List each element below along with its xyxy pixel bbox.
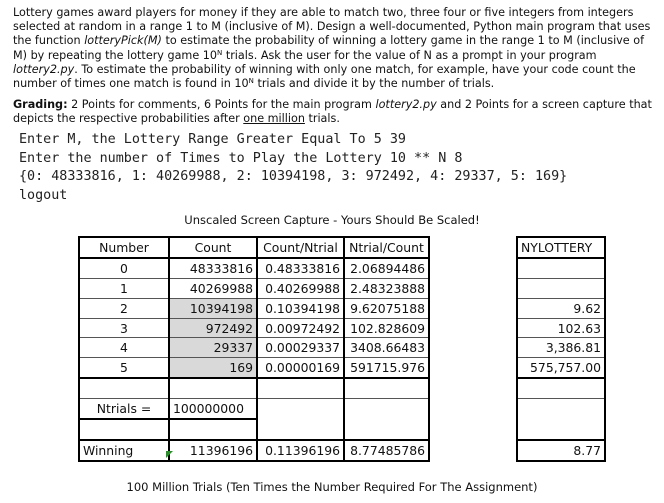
row-empty <box>429 358 517 378</box>
caption-top: Unscaled Screen Capture - Yours Should Be Scaled! <box>184 213 480 227</box>
row-nylottery: 575,757.00 <box>517 358 605 378</box>
table-row <box>79 338 605 358</box>
console-line-prompt-m: Enter M, the Lottery Range Greater Equal To 5 39 <box>19 132 406 147</box>
row-nylottery <box>517 258 605 278</box>
row-empty <box>429 338 517 358</box>
row-nylottery: 3,386.81 <box>517 338 605 358</box>
row-count-ntrial: 0.40269988 <box>257 278 344 298</box>
ntrials-row <box>79 399 605 419</box>
row-count-ntrial: 0.00000169 <box>257 358 344 378</box>
table-row <box>79 318 605 338</box>
grading-label: Grading: <box>13 98 68 111</box>
console-output <box>19 131 567 205</box>
description-text-3: trials. Ask the user for the value of N as a prompt in your program <box>222 48 597 62</box>
row-number: 2 <box>79 298 169 318</box>
grading-text-2: and 2 Points for a screen capture that depicts the respective probabilities after <box>13 98 652 126</box>
row-nylottery: 9.62 <box>517 298 605 318</box>
row-count-ntrial: 0.00972492 <box>257 318 344 338</box>
table-row <box>79 258 605 278</box>
row-count: 10394198 <box>169 298 257 318</box>
grading-program-name: lottery2.py <box>375 98 437 111</box>
description-text-1: Lottery games award players for money if they are able to match two, three four or five integers from integers selected at random in a range 1 to M (inclusive of M). Design a well-documented, Python main program that uses the function <box>13 6 651 48</box>
row-count-ntrial: 0.00029337 <box>257 338 344 358</box>
header-nylottery: NYLOTTERY <box>517 237 605 258</box>
function-name: lotteryPick(M) <box>84 34 162 48</box>
winning-count: 11396196 <box>169 440 257 461</box>
row-count: 40269988 <box>169 278 257 298</box>
row-number: 1 <box>79 278 169 298</box>
table-spacer-row <box>79 378 605 398</box>
ntrials-label: Ntrials = <box>79 399 169 419</box>
row-ntrial-count: 3408.66483 <box>344 338 429 358</box>
table-row <box>79 278 605 298</box>
row-empty <box>429 318 517 338</box>
one-million-text: one million <box>243 112 305 126</box>
caption-bottom: 100 Million Trials (Ten Times the Number Required For The Assignment) <box>126 480 538 494</box>
row-number: 4 <box>79 338 169 358</box>
header-count: Count <box>169 237 257 258</box>
winning-nylottery: 8.77 <box>517 440 605 461</box>
console-line-prompt-n: Enter the number of Times to Play the Lottery 10 ** N 8 <box>19 150 463 166</box>
row-count: 48333816 <box>169 258 257 278</box>
description-text-4: . To estimate the probability of winning with only one match, for example, have your code count the number of times one match is found in 10 <box>13 62 636 91</box>
results-table <box>78 236 606 462</box>
table-row <box>79 298 605 318</box>
row-empty <box>429 298 517 318</box>
header-ntrial-count: Ntrial/Count <box>344 237 429 258</box>
row-ntrial-count: 9.62075188 <box>344 298 429 318</box>
ntrials-value: 100000000 <box>169 399 257 419</box>
row-number: 0 <box>79 258 169 278</box>
row-ntrial-count: 102.828609 <box>344 318 429 338</box>
table-spacer-row <box>79 419 605 440</box>
description-text-2: to estimate the probability of winning a lottery game in the range 1 to M (inclusive of M) by repeating the lottery game 10 <box>13 34 645 62</box>
winning-row <box>79 440 605 461</box>
console-line-result: {0: 48333816, 1: 40269988, 2: 10394198, 3: 972492, 4: 29337, 5: 169} <box>19 169 568 184</box>
row-nylottery: 102.63 <box>517 318 605 338</box>
header-empty <box>429 237 517 258</box>
winning-ntrial-count: 8.77485786 <box>344 440 429 461</box>
row-count-ntrial: 0.48333816 <box>257 258 344 278</box>
row-ntrial-count: 591715.976 <box>344 358 429 378</box>
assignment-description <box>13 6 658 91</box>
exponent-n-2: N <box>248 77 254 86</box>
grading-text-1: 2 Points for comments, 6 Points for the main program <box>67 98 376 111</box>
exponent-n: N <box>217 48 223 57</box>
row-count-ntrial: 0.10394198 <box>257 298 344 318</box>
header-count-ntrial: Count/Ntrial <box>257 237 344 258</box>
row-number: 3 <box>79 318 169 338</box>
console-line-logout: logout <box>19 187 68 203</box>
cell-comment-marker <box>166 451 173 458</box>
row-empty <box>429 258 517 278</box>
winning-empty <box>429 440 517 461</box>
winning-count-ntrial: 0.11396196 <box>257 440 344 461</box>
grading-text-3: trials. <box>304 112 340 126</box>
row-count: 972492 <box>169 318 257 338</box>
row-ntrial-count: 2.48323888 <box>344 278 429 298</box>
table-header-row <box>79 237 605 258</box>
row-count: 29337 <box>169 338 257 358</box>
description-text-5: trials and divide it by the number of trials. <box>253 77 495 91</box>
winning-label: Winning <box>79 440 169 461</box>
row-ntrial-count: 2.06894486 <box>344 258 429 278</box>
header-number: Number <box>79 237 169 258</box>
row-nylottery <box>517 278 605 298</box>
program-name: lottery2.py <box>13 62 75 76</box>
row-count: 169 <box>169 358 257 378</box>
row-number: 5 <box>79 358 169 378</box>
grading-note <box>13 98 658 126</box>
table-row <box>79 358 605 378</box>
row-empty <box>429 278 517 298</box>
